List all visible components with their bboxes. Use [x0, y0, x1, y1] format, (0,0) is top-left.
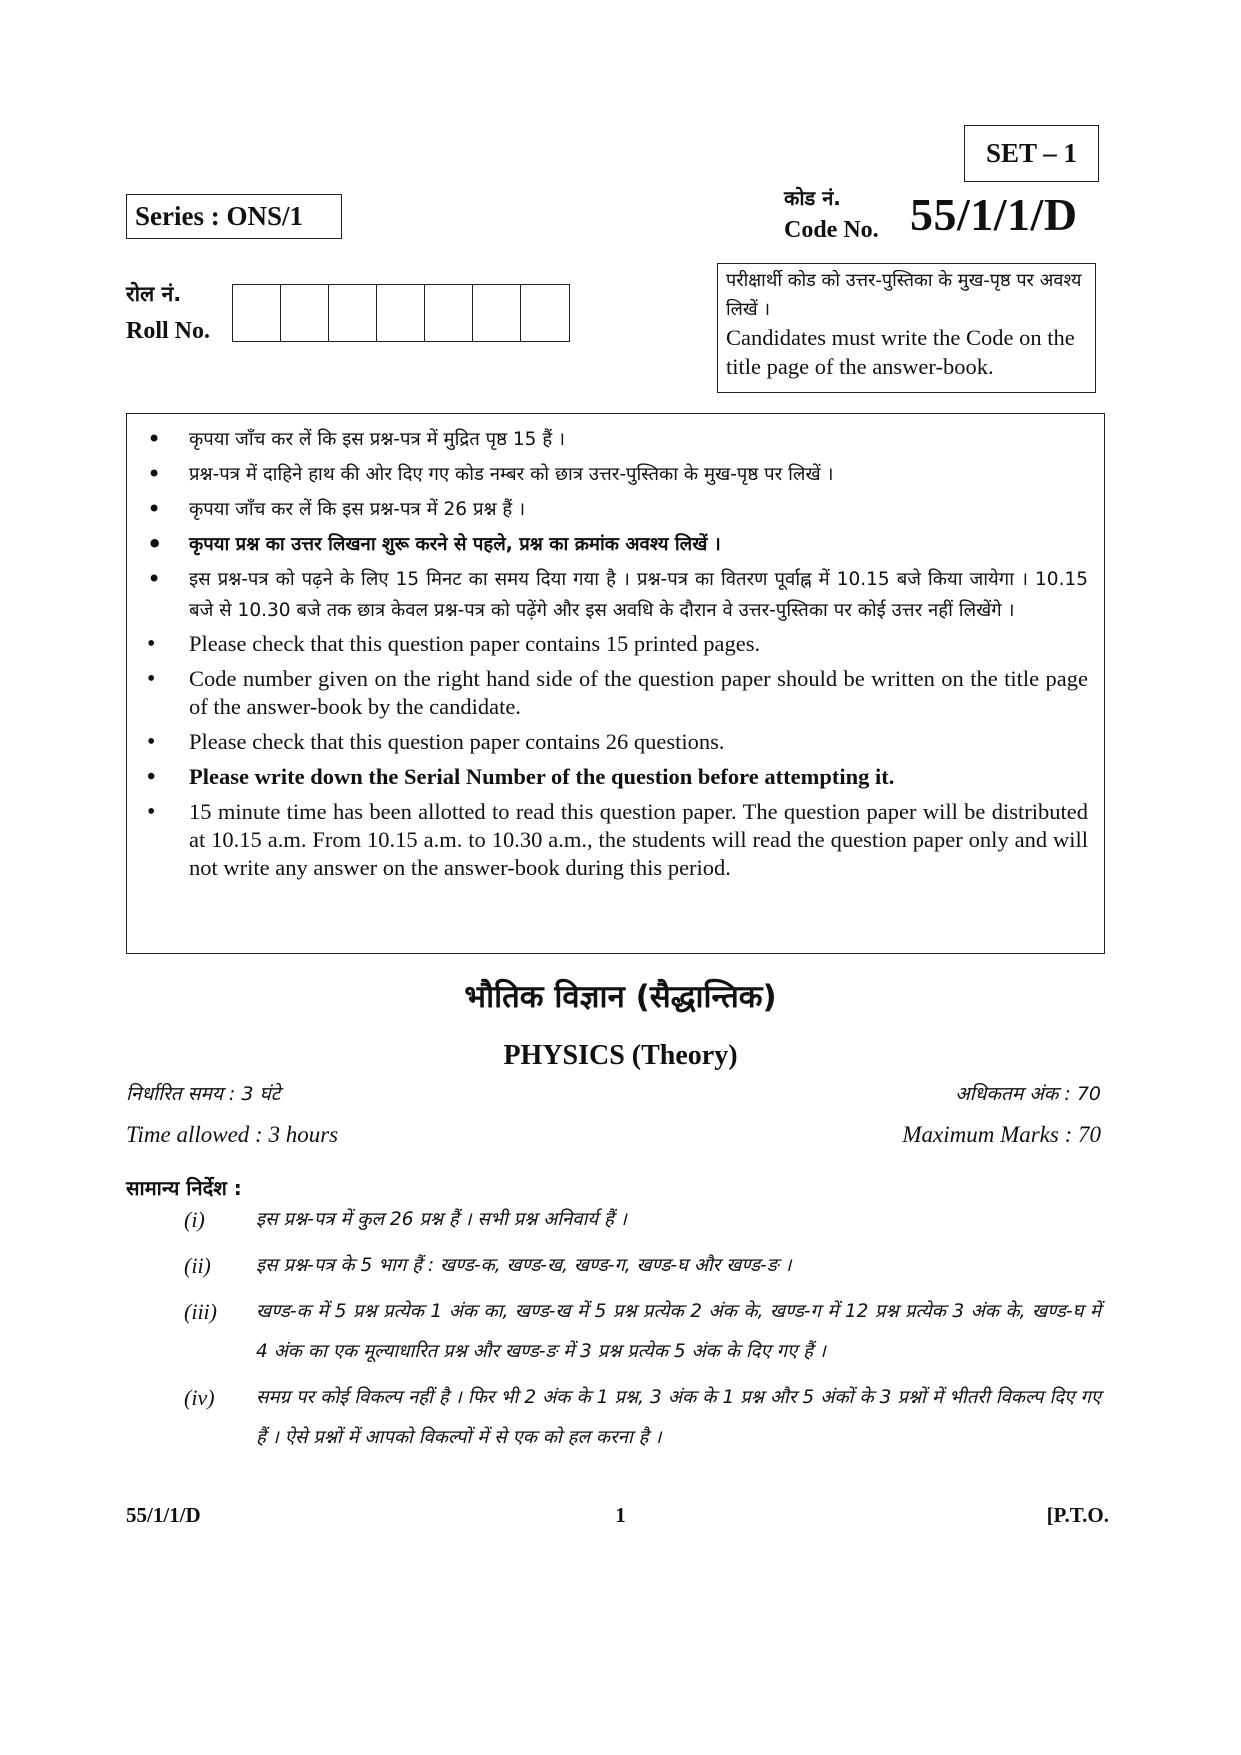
instruction-item: • Please check that this question paper contains 26 questions.	[127, 728, 1088, 756]
general-instructions-heading: सामान्य निर्देश :	[126, 1176, 242, 1200]
code-instruction-hindi: परीक्षार्थी कोड को उत्तर-पुस्तिका के मुख-पृष्ठ पर अवश्य लिखें ।	[726, 270, 1082, 320]
code-number: 55/1/1/D	[910, 189, 1078, 240]
general-instruction-item	[126, 1200, 1101, 1240]
instruction-item: • कृपया जाँच कर लें कि इस प्रश्न-पत्र में 26 प्रश्न हैं ।	[127, 494, 1088, 525]
set-badge	[964, 125, 1099, 182]
item-number: (iii)	[184, 1299, 217, 1324]
roll-digit-box	[233, 285, 281, 341]
roll-digit-box	[377, 285, 425, 341]
code-label-hindi: कोड नं.	[784, 186, 841, 210]
roll-label-english: Roll No.	[126, 318, 210, 344]
roll-digit-box	[281, 285, 329, 341]
subject-title-english: PHYSICS (Theory)	[503, 1040, 738, 1071]
subject-title-hindi: भौतिक विज्ञान (सैद्धान्तिक)	[464, 979, 777, 1015]
instructions-box	[126, 413, 1105, 954]
instruction-item: • इस प्रश्न-पत्र को पढ़ने के लिए 15 मिनट का समय दिया गया है । प्रश्न-पत्र का वितरण पूर्वाह्न में 10.15 बजे किया जायेगा । 10.15 बजे से 10.30 बजे तक छात्र केवल प्रश्न-पत्र को पढ़ेंगे और इस अवधि के दौरान वे उत्तर-पुस्तिका पर कोई उत्तर नहीं लिखेंगे ।	[127, 564, 1088, 626]
code-instruction-english: Candidates must write the Code on the title page of the answer-book.	[726, 325, 1075, 379]
instruction-item: • कृपया जाँच कर लें कि इस प्रश्न-पत्र में मुद्रित पृष्ठ 15 हैं ।	[127, 424, 1088, 455]
code-label-english: Code No.	[784, 217, 879, 243]
item-text: इस प्रश्न-पत्र के 5 भाग हैं : खण्ड-क, खण्ड-ख, खण्ड-ग, खण्ड-घ और खण्ड-ङ ।	[256, 1255, 792, 1276]
roll-digit-box	[521, 285, 569, 341]
instruction-item: • Please write down the Serial Number of the question before attempting it.	[127, 763, 1088, 791]
maximum-marks-hindi: अधिकतम अंक : 70	[955, 1083, 1101, 1105]
roll-label-hindi: रोल नं.	[126, 282, 182, 306]
instruction-item: • प्रश्न-पत्र में दाहिने हाथ की ओर दिए गए कोड नम्बर को छात्र उत्तर-पुस्तिका के मुख-पृष्ठ पर लिखें ।	[127, 459, 1088, 490]
instruction-item: • Code number given on the right hand side of the question paper should be written on the title page of the answer-book by the candidate.	[127, 665, 1088, 721]
instructions-list	[127, 424, 1088, 882]
item-text: समग्र पर कोई विकल्प नहीं है । फिर भी 2 अंक के 1 प्रश्न, 3 अंक के 1 प्रश्न और 5 अंकों के 3 प्रश्नों में भीतरी विकल्प दिए गए हैं । ऐसे प्रश्नों में आपको विकल्पों में से एक को हल करना है ।	[256, 1387, 1101, 1448]
roll-digit-box	[425, 285, 473, 341]
footer-code: 55/1/1/D	[126, 1503, 201, 1527]
item-number: (iv)	[184, 1385, 215, 1410]
series-label: Series : ONS/1	[135, 201, 303, 231]
general-instruction-item	[126, 1292, 1101, 1372]
time-allowed-english: Time allowed : 3 hours	[126, 1122, 339, 1147]
please-turn-over: [P.T.O.	[1046, 1503, 1109, 1527]
page-number: 1	[615, 1503, 626, 1527]
item-text: खण्ड-क में 5 प्रश्न प्रत्येक 1 अंक का, खण्ड-ख में 5 प्रश्न प्रत्येक 2 अंक के, खण्ड-ग में 12 प्रश्न प्रत्येक 3 अंक के, खण्ड-घ में 4 अंक का एक मूल्याधारित प्रश्न और खण्ड-ङ में 3 प्रश्न प्रत्येक 5 अंक के दिए गए हैं ।	[256, 1301, 1101, 1362]
instruction-item: • कृपया प्रश्न का उत्तर लिखना शुरू करने से पहले, प्रश्न का क्रमांक अवश्य लिखें ।	[127, 529, 1088, 560]
roll-digit-box	[329, 285, 377, 341]
instruction-item: • 15 minute time has been allotted to read this question paper. The question paper will be distributed at 10.15 a.m. From 10.15 a.m. to 10.30 a.m., the students will read the question paper only and will not write any answer on the answer-book during this period.	[127, 798, 1088, 882]
general-instruction-item	[126, 1246, 1101, 1286]
set-label: SET – 1	[985, 138, 1078, 168]
general-instruction-item	[126, 1378, 1101, 1458]
series-badge	[126, 194, 342, 239]
maximum-marks-english: Maximum Marks : 70	[902, 1122, 1101, 1147]
item-number: (ii)	[184, 1253, 211, 1278]
code-instruction-box	[717, 263, 1096, 393]
instruction-item: • Please check that this question paper contains 15 printed pages.	[127, 630, 1088, 658]
general-instructions-list	[126, 1200, 1101, 1464]
item-text: इस प्रश्न-पत्र में कुल 26 प्रश्न हैं । सभी प्रश्न अनिवार्य हैं ।	[256, 1209, 627, 1230]
time-allowed-hindi: निर्धारित समय : 3 घंटे	[126, 1083, 281, 1105]
roll-digit-box	[473, 285, 521, 341]
roll-number-boxes	[232, 284, 570, 342]
item-number: (i)	[184, 1207, 205, 1232]
